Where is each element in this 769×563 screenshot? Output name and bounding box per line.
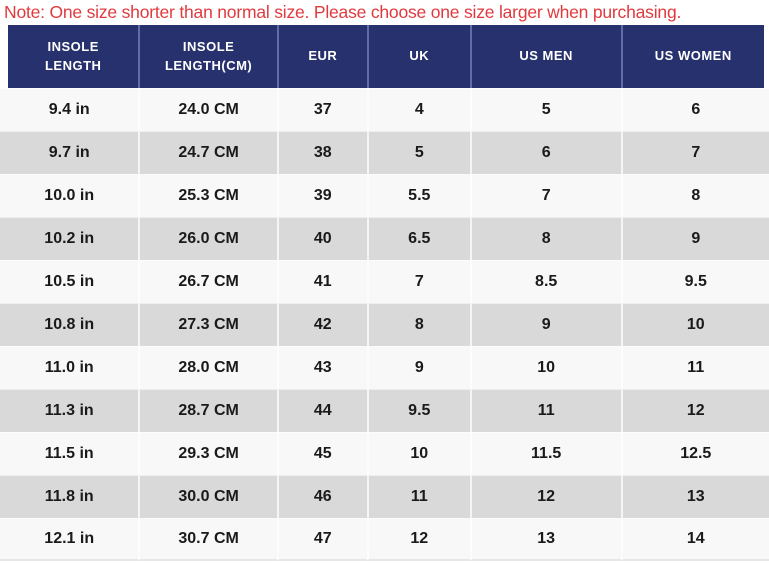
cell-insole-length-cm: 26.7 CM bbox=[138, 260, 276, 303]
cell-uk: 5 bbox=[367, 131, 470, 174]
cell-us-women: 12 bbox=[621, 389, 769, 432]
cell-eur: 42 bbox=[277, 303, 367, 346]
cell-insole-length-cm: 30.7 CM bbox=[138, 518, 276, 561]
table-row bbox=[0, 260, 769, 303]
cell-uk: 6.5 bbox=[367, 217, 470, 260]
cell-eur: 43 bbox=[277, 346, 367, 389]
cell-us-men: 5 bbox=[470, 88, 621, 131]
cell-insole-length-cm: 30.0 CM bbox=[138, 475, 276, 518]
table-header bbox=[0, 25, 769, 88]
cell-eur: 47 bbox=[277, 518, 367, 561]
cell-insole-length: 11.5 in bbox=[0, 432, 138, 475]
cell-uk: 8 bbox=[367, 303, 470, 346]
cell-insole-length: 11.3 in bbox=[0, 389, 138, 432]
table-row bbox=[0, 88, 769, 131]
cell-us-women: 14 bbox=[621, 518, 769, 561]
cell-us-men: 8.5 bbox=[470, 260, 621, 303]
cell-us-men: 12 bbox=[470, 475, 621, 518]
cell-insole-length: 9.7 in bbox=[0, 131, 138, 174]
column-header-us-men: US MEN bbox=[470, 25, 621, 88]
cell-eur: 41 bbox=[277, 260, 367, 303]
cell-insole-length: 10.5 in bbox=[0, 260, 138, 303]
cell-us-women: 8 bbox=[621, 174, 769, 217]
table-row bbox=[0, 174, 769, 217]
cell-insole-length-cm: 24.0 CM bbox=[138, 88, 276, 131]
cell-us-women: 11 bbox=[621, 346, 769, 389]
cell-us-men: 8 bbox=[470, 217, 621, 260]
cell-uk: 10 bbox=[367, 432, 470, 475]
cell-uk: 5.5 bbox=[367, 174, 470, 217]
table-row bbox=[0, 432, 769, 475]
cell-eur: 39 bbox=[277, 174, 367, 217]
cell-eur: 40 bbox=[277, 217, 367, 260]
cell-eur: 44 bbox=[277, 389, 367, 432]
cell-us-men: 11.5 bbox=[470, 432, 621, 475]
cell-insole-length-cm: 25.3 CM bbox=[138, 174, 276, 217]
cell-uk: 11 bbox=[367, 475, 470, 518]
cell-us-women: 9.5 bbox=[621, 260, 769, 303]
cell-us-women: 12.5 bbox=[621, 432, 769, 475]
cell-us-men: 13 bbox=[470, 518, 621, 561]
table-row bbox=[0, 303, 769, 346]
table-row bbox=[0, 131, 769, 174]
column-header-us-women: US WOMEN bbox=[621, 25, 769, 88]
cell-us-men: 9 bbox=[470, 303, 621, 346]
cell-insole-length: 12.1 in bbox=[0, 518, 138, 561]
cell-insole-length: 11.8 in bbox=[0, 475, 138, 518]
size-chart-table bbox=[0, 25, 769, 561]
cell-insole-length-cm: 27.3 CM bbox=[138, 303, 276, 346]
table-row bbox=[0, 518, 769, 561]
cell-insole-length: 9.4 in bbox=[0, 88, 138, 131]
cell-eur: 37 bbox=[277, 88, 367, 131]
cell-uk: 4 bbox=[367, 88, 470, 131]
cell-us-women: 7 bbox=[621, 131, 769, 174]
size-note: Note: One size shorter than normal size. Please choose one size larger when purchasing. bbox=[4, 2, 682, 22]
cell-us-women: 13 bbox=[621, 475, 769, 518]
table-row bbox=[0, 389, 769, 432]
column-header-insole-length-cm: INSOLE LENGTH(CM) bbox=[138, 25, 276, 88]
cell-insole-length-cm: 28.7 CM bbox=[138, 389, 276, 432]
cell-uk: 12 bbox=[367, 518, 470, 561]
cell-eur: 46 bbox=[277, 475, 367, 518]
cell-eur: 38 bbox=[277, 131, 367, 174]
cell-eur: 45 bbox=[277, 432, 367, 475]
header-row bbox=[0, 25, 769, 88]
cell-insole-length-cm: 24.7 CM bbox=[138, 131, 276, 174]
cell-insole-length: 10.8 in bbox=[0, 303, 138, 346]
cell-uk: 9.5 bbox=[367, 389, 470, 432]
cell-insole-length: 11.0 in bbox=[0, 346, 138, 389]
cell-us-men: 11 bbox=[470, 389, 621, 432]
table-body bbox=[0, 88, 769, 561]
cell-uk: 7 bbox=[367, 260, 470, 303]
cell-insole-length: 10.2 in bbox=[0, 217, 138, 260]
column-header-uk: UK bbox=[367, 25, 470, 88]
cell-us-women: 9 bbox=[621, 217, 769, 260]
column-header-insole-length: INSOLE LENGTH bbox=[0, 25, 138, 88]
cell-us-women: 10 bbox=[621, 303, 769, 346]
cell-insole-length-cm: 26.0 CM bbox=[138, 217, 276, 260]
cell-us-men: 7 bbox=[470, 174, 621, 217]
cell-insole-length: 10.0 in bbox=[0, 174, 138, 217]
column-header-eur: EUR bbox=[277, 25, 367, 88]
cell-us-women: 6 bbox=[621, 88, 769, 131]
table-row bbox=[0, 475, 769, 518]
cell-uk: 9 bbox=[367, 346, 470, 389]
cell-us-men: 10 bbox=[470, 346, 621, 389]
cell-insole-length-cm: 28.0 CM bbox=[138, 346, 276, 389]
table-row bbox=[0, 217, 769, 260]
cell-us-men: 6 bbox=[470, 131, 621, 174]
table-row bbox=[0, 346, 769, 389]
cell-insole-length-cm: 29.3 CM bbox=[138, 432, 276, 475]
